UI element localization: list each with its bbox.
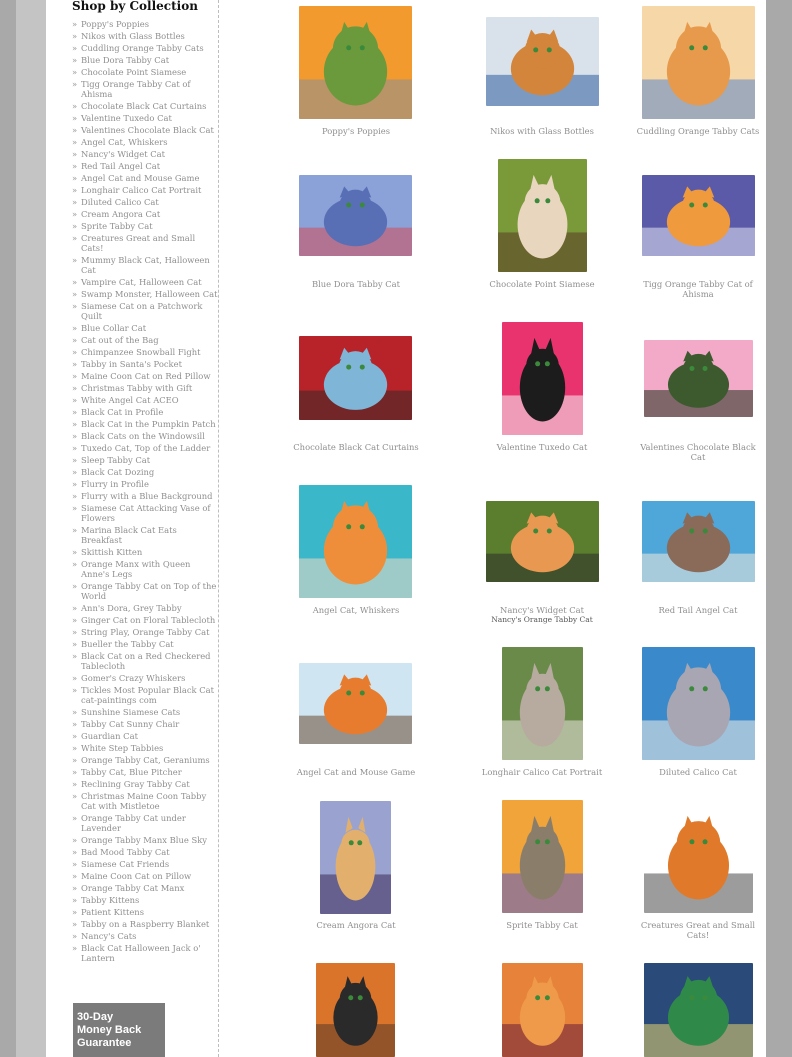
sidebar-item[interactable] — [72, 907, 218, 917]
sidebar-item-link[interactable]: Ann's Dora, Grey Tabby — [81, 603, 182, 613]
bullet-icon: » — [72, 197, 78, 207]
sidebar-item[interactable] — [72, 847, 218, 857]
bullet-icon: » — [72, 755, 78, 765]
sidebar-item-link[interactable]: Chocolate Black Cat Curtains — [81, 101, 207, 111]
sidebar-item[interactable] — [72, 395, 218, 405]
product-thumbnail[interactable] — [316, 963, 395, 1057]
bullet-icon: » — [72, 31, 78, 41]
sidebar-item-link[interactable]: White Angel Cat ACEO — [81, 395, 179, 405]
sidebar-item-link[interactable]: Poppy's Poppies — [81, 19, 150, 29]
bullet-icon: » — [72, 719, 78, 729]
sidebar-item[interactable] — [72, 255, 218, 275]
sidebar-item-link[interactable]: Tabby Cat Sunny Chair — [81, 719, 180, 729]
sidebar-item-link[interactable]: Mummy Black Cat, Halloween Cat — [81, 255, 210, 275]
sidebar-item-link[interactable]: Christmas Maine Coon Tabby Cat with Mistletoe — [81, 791, 207, 811]
sidebar-item[interactable] — [72, 323, 218, 333]
sidebar-item-link[interactable]: Blue Dora Tabby Cat — [81, 55, 170, 65]
bullet-icon: » — [72, 323, 78, 333]
bullet-icon: » — [72, 221, 78, 231]
sidebar-item-link[interactable]: Black Cat Dozing — [81, 467, 155, 477]
sidebar-item-link[interactable]: Angel Cat and Mouse Game — [81, 173, 200, 183]
guarantee-line: Money Back — [77, 1024, 142, 1036]
sidebar-item[interactable] — [72, 685, 218, 705]
bullet-icon: » — [72, 767, 78, 777]
sidebar-item-link[interactable]: Valentine Tuxedo Cat — [81, 113, 172, 123]
bullet-icon: » — [72, 395, 78, 405]
sidebar-item[interactable] — [72, 347, 218, 357]
bullet-icon: » — [72, 301, 78, 311]
sidebar-item[interactable] — [72, 277, 218, 287]
sidebar-item-link[interactable]: Tabby Cat, Blue Pitcher — [81, 767, 182, 777]
money-back-guarantee-badge — [73, 1003, 165, 1057]
sidebar-item[interactable] — [72, 651, 218, 671]
product-caption[interactable]: Longhair Calico Cat Portrait — [481, 767, 603, 777]
bullet-icon: » — [72, 673, 78, 683]
sidebar-item[interactable] — [72, 895, 218, 905]
bullet-icon: » — [72, 455, 78, 465]
sidebar-item[interactable] — [72, 503, 218, 523]
bullet-icon: » — [72, 149, 78, 159]
sidebar-item-link[interactable]: Tickles Most Popular Black Cat cat-paintings com — [81, 685, 215, 705]
sidebar-item[interactable] — [72, 919, 218, 929]
sidebar-item-link[interactable]: Black Cat Halloween Jack o' Lantern — [81, 943, 201, 963]
bullet-icon: » — [72, 883, 78, 893]
sidebar-item[interactable] — [72, 883, 218, 893]
bullet-icon: » — [72, 835, 78, 845]
sidebar-item[interactable] — [72, 209, 218, 219]
product-caption[interactable]: Nancy's Widget Cat — [499, 605, 584, 615]
bullet-icon: » — [72, 233, 78, 243]
sidebar-item[interactable] — [72, 31, 218, 41]
bullet-icon: » — [72, 813, 78, 823]
product-caption[interactable]: Blue Dora Tabby Cat — [311, 279, 401, 289]
product-caption[interactable]: Chocolate Point Siamese — [489, 279, 595, 289]
bullet-icon: » — [72, 627, 78, 637]
product-caption[interactable]: Cream Angora Cat — [316, 920, 396, 930]
sidebar-item-link[interactable]: Gomer's Crazy Whiskers — [81, 673, 186, 683]
sidebar-item-link[interactable]: Angel Cat, Whiskers — [81, 137, 168, 147]
sidebar-item[interactable] — [72, 731, 218, 741]
sidebar-item-link[interactable]: Nancy's Cats — [81, 931, 137, 941]
sidebar-item[interactable] — [72, 455, 218, 465]
sidebar-item[interactable] — [72, 791, 218, 811]
sidebar-item-link[interactable]: White Step Tabbies — [81, 743, 164, 753]
bullet-icon: » — [72, 43, 78, 53]
bullet-icon: » — [72, 161, 78, 171]
product-caption[interactable]: Chocolate Black Cat Curtains — [293, 442, 419, 452]
sidebar-item[interactable] — [72, 407, 218, 417]
product-thumbnail[interactable] — [299, 6, 412, 119]
sidebar-item-link[interactable]: Siamese Cat Attacking Vase of Flowers — [81, 503, 211, 523]
sidebar-item-link[interactable]: Creatures Great and Small Cats! — [81, 233, 196, 253]
sidebar-item-link[interactable]: Black Cats on the Windowsill — [81, 431, 205, 441]
sidebar-item[interactable] — [72, 173, 218, 183]
sidebar-item[interactable] — [72, 491, 218, 501]
bullet-icon: » — [72, 371, 78, 381]
bullet-icon: » — [72, 335, 78, 345]
product-caption[interactable]: Angel Cat, Whiskers — [312, 605, 400, 615]
bullet-icon: » — [72, 173, 78, 183]
sidebar-item-link[interactable]: Bueller the Tabby Cat — [81, 639, 174, 649]
product-caption[interactable]: Poppy's Poppies — [321, 126, 391, 136]
product-thumbnail[interactable] — [642, 6, 755, 119]
bullet-icon: » — [72, 791, 78, 801]
bullet-icon: » — [72, 491, 78, 501]
sidebar-item[interactable] — [72, 719, 218, 729]
sidebar-item[interactable] — [72, 767, 218, 777]
bullet-icon: » — [72, 859, 78, 869]
sidebar-item[interactable] — [72, 19, 218, 29]
product-caption[interactable]: Red Tail Angel Cat — [658, 605, 738, 615]
sidebar-item-link[interactable]: Vampire Cat, Halloween Cat — [81, 277, 202, 287]
sidebar-item[interactable] — [72, 197, 218, 207]
bullet-icon: » — [72, 209, 78, 219]
sidebar-item[interactable] — [72, 479, 218, 489]
product-thumbnail[interactable] — [502, 647, 583, 760]
sidebar-item[interactable] — [72, 603, 218, 613]
sidebar-item-link[interactable]: Chimpanzee Snowball Fight — [81, 347, 201, 357]
guarantee-line: 30-Day — [77, 1011, 114, 1023]
bullet-icon: » — [72, 615, 78, 625]
page-content — [46, 0, 766, 1057]
sidebar-item-link[interactable]: Nancy's Widget Cat — [81, 149, 166, 159]
sidebar-item-link[interactable]: Black Cat in the Pumpkin Patch — [81, 419, 216, 429]
sidebar-item[interactable] — [72, 431, 218, 441]
product-thumbnail[interactable] — [299, 663, 412, 744]
product-thumbnail[interactable] — [644, 800, 753, 913]
sidebar-item-link[interactable]: Marina Black Cat Eats Breakfast — [81, 525, 177, 545]
sidebar-item-link[interactable]: Flurry with a Blue Background — [81, 491, 213, 501]
product-caption[interactable]: Tigg Orange Tabby Cat of Ahisma — [643, 279, 753, 299]
bullet-icon: » — [72, 895, 78, 905]
product-thumbnail[interactable] — [299, 336, 412, 420]
bullet-icon: » — [72, 559, 78, 569]
sidebar-item-link[interactable]: Tabby on a Raspberry Blanket — [81, 919, 210, 929]
product-thumbnail[interactable] — [502, 963, 583, 1057]
sidebar-item[interactable] — [72, 301, 218, 321]
sidebar-item-link[interactable]: Orange Tabby Cat on Top of the World — [81, 581, 217, 601]
sidebar-item[interactable] — [72, 835, 218, 845]
product-thumbnail[interactable] — [486, 501, 599, 582]
sidebar-item-link[interactable]: Sleep Tabby Cat — [81, 455, 151, 465]
bullet-icon: » — [72, 101, 78, 111]
bullet-icon: » — [72, 919, 78, 929]
product-thumbnail[interactable] — [502, 800, 583, 913]
bullet-icon: » — [72, 359, 78, 369]
sidebar-item[interactable] — [72, 233, 218, 253]
sidebar-item-link[interactable]: Sprite Tabby Cat — [81, 221, 153, 231]
bullet-icon: » — [72, 289, 78, 299]
sidebar-item-link[interactable]: Red Tail Angel Cat — [81, 161, 161, 171]
sidebar-item[interactable] — [72, 67, 218, 77]
sidebar-item[interactable] — [72, 335, 218, 345]
bullet-icon: » — [72, 731, 78, 741]
sidebar-item-link[interactable]: Orange Manx with Queen Anne's Legs — [81, 559, 191, 579]
sidebar-item-link[interactable]: Diluted Calico Cat — [81, 197, 159, 207]
bullet-icon: » — [72, 347, 78, 357]
product-caption[interactable]: Sprite Tabby Cat — [506, 920, 578, 930]
bullet-icon: » — [72, 67, 78, 77]
sidebar-item[interactable] — [72, 707, 218, 717]
sidebar-item-link[interactable]: Maine Coon Cat on Red Pillow — [81, 371, 211, 381]
sidebar-item-link[interactable]: Cuddling Orange Tabby Cats — [81, 43, 204, 53]
sidebar-item[interactable] — [72, 779, 218, 789]
sidebar — [46, 0, 218, 1057]
sidebar-divider — [218, 0, 219, 1057]
bullet-icon: » — [72, 907, 78, 917]
sidebar-item[interactable] — [72, 673, 218, 683]
sidebar-item-link[interactable]: Longhair Calico Cat Portrait — [81, 185, 202, 195]
sidebar-item-link[interactable]: Tigg Orange Tabby Cat of Ahisma — [81, 79, 191, 99]
product-caption[interactable]: Cuddling Orange Tabby Cats — [636, 126, 760, 136]
sidebar-item-link[interactable]: Tabby in Santa's Pocket — [81, 359, 182, 369]
product-thumbnail[interactable] — [642, 175, 755, 256]
bullet-icon: » — [72, 383, 78, 393]
bullet-icon: » — [72, 113, 78, 123]
sidebar-title: Shop by Collection — [72, 0, 198, 13]
bullet-icon: » — [72, 19, 78, 29]
sidebar-item-link[interactable]: Skittish Kitten — [81, 547, 143, 557]
sidebar-item-link[interactable]: Cream Angora Cat — [81, 209, 161, 219]
sidebar-item[interactable] — [72, 55, 218, 65]
bullet-icon: » — [72, 581, 78, 591]
sidebar-item[interactable] — [72, 743, 218, 753]
sidebar-item-link[interactable]: Cat out of the Bag — [81, 335, 159, 345]
product-caption[interactable]: Valentine Tuxedo Cat — [496, 442, 588, 452]
bullet-icon: » — [72, 931, 78, 941]
sidebar-item-link[interactable]: Orange Tabby Cat under Lavender — [81, 813, 186, 833]
sidebar-item-link[interactable]: Nikos with Glass Bottles — [81, 31, 185, 41]
bullet-icon: » — [72, 431, 78, 441]
sidebar-item[interactable] — [72, 221, 218, 231]
product-thumbnail[interactable] — [644, 340, 753, 417]
sidebar-item[interactable] — [72, 419, 218, 429]
sidebar-item[interactable] — [72, 113, 218, 123]
sidebar-item-link[interactable]: Orange Tabby Cat, Geraniums — [81, 755, 210, 765]
sidebar-item[interactable] — [72, 101, 218, 111]
product-thumbnail[interactable] — [502, 322, 583, 435]
sidebar-item-link[interactable]: Patient Kittens — [81, 907, 144, 917]
product-grid — [246, 0, 766, 1057]
bullet-icon: » — [72, 185, 78, 195]
sidebar-item[interactable] — [72, 137, 218, 147]
product-thumbnail[interactable] — [644, 963, 753, 1057]
sidebar-item[interactable] — [72, 627, 218, 637]
sidebar-item-link[interactable]: Blue Collar Cat — [81, 323, 147, 333]
bullet-icon: » — [72, 779, 78, 789]
bullet-icon: » — [72, 137, 78, 147]
bullet-icon: » — [72, 443, 78, 453]
product-thumbnail[interactable] — [642, 647, 755, 760]
sidebar-item[interactable] — [72, 547, 218, 557]
product-caption[interactable]: Valentines Chocolate Black Cat — [640, 442, 756, 462]
sidebar-item-link[interactable]: Reclining Gray Tabby Cat — [81, 779, 190, 789]
sidebar-item[interactable] — [72, 581, 218, 601]
bullet-icon: » — [72, 467, 78, 477]
bullet-icon: » — [72, 125, 78, 135]
product-caption[interactable]: Diluted Calico Cat — [659, 767, 737, 777]
bullet-icon: » — [72, 479, 78, 489]
sidebar-item-link[interactable]: String Play, Orange Tabby Cat — [81, 627, 210, 637]
bullet-icon: » — [72, 503, 78, 513]
sidebar-item[interactable] — [72, 359, 218, 369]
product-thumbnail[interactable] — [486, 17, 599, 106]
bullet-icon: » — [72, 603, 78, 613]
product-thumbnail[interactable] — [299, 485, 412, 598]
product-thumbnail[interactable] — [642, 501, 755, 582]
sidebar-item-link[interactable]: Sunshine Siamese Cats — [81, 707, 181, 717]
sidebar-item-link[interactable]: Tabby Kittens — [81, 895, 140, 905]
bullet-icon: » — [72, 407, 78, 417]
sidebar-item-link[interactable]: Siamese Cat Friends — [81, 859, 170, 869]
bullet-icon: » — [72, 547, 78, 557]
bullet-icon: » — [72, 419, 78, 429]
sidebar-item[interactable] — [72, 149, 218, 159]
sidebar-item[interactable] — [72, 871, 218, 881]
guarantee-line: Guarantee — [77, 1037, 132, 1049]
bullet-icon: » — [72, 707, 78, 717]
bullet-icon: » — [72, 79, 78, 89]
product-thumbnail[interactable] — [320, 801, 391, 914]
sidebar-item[interactable] — [72, 639, 218, 649]
sidebar-item-link[interactable]: Chocolate Point Siamese — [81, 67, 187, 77]
sidebar-item[interactable] — [72, 289, 218, 299]
sidebar-item-link[interactable]: Ginger Cat on Floral Tablecloth — [81, 615, 216, 625]
sidebar-item[interactable] — [72, 79, 218, 99]
sidebar-item-link[interactable]: Bad Mood Tabby Cat — [81, 847, 170, 857]
bullet-icon: » — [72, 871, 78, 881]
page-frame — [16, 0, 764, 1057]
sidebar-item-link[interactable]: Tuxedo Cat, Top of the Ladder — [81, 443, 211, 453]
bullet-icon: » — [72, 255, 78, 265]
sidebar-item-link[interactable]: Maine Coon Cat on Pillow — [81, 871, 192, 881]
sidebar-item[interactable] — [72, 525, 218, 545]
bullet-icon: » — [72, 639, 78, 649]
product-thumbnail[interactable] — [299, 175, 412, 256]
bullet-icon: » — [72, 743, 78, 753]
bullet-icon: » — [72, 525, 78, 535]
product-subcaption: Nancy's Orange Tabby Cat — [491, 615, 593, 624]
sidebar-item-link[interactable]: Siamese Cat on a Patchwork Quilt — [81, 301, 203, 321]
sidebar-item-link[interactable]: Orange Tabby Cat Manx — [81, 883, 185, 893]
sidebar-item[interactable] — [72, 371, 218, 381]
collection-list — [72, 19, 218, 965]
sidebar-item[interactable] — [72, 185, 218, 195]
sidebar-item-link[interactable]: Christmas Tabby with Gift — [81, 383, 193, 393]
sidebar-item-link[interactable]: Black Cat in Profile — [81, 407, 164, 417]
sidebar-item-link[interactable]: Valentines Chocolate Black Cat — [81, 125, 214, 135]
product-caption[interactable]: Creatures Great and Small Cats! — [640, 920, 756, 940]
sidebar-item[interactable] — [72, 859, 218, 869]
sidebar-item[interactable] — [72, 813, 218, 833]
sidebar-item[interactable] — [72, 615, 218, 625]
bullet-icon: » — [72, 685, 78, 695]
bullet-icon: » — [72, 277, 78, 287]
bullet-icon: » — [72, 55, 78, 65]
sidebar-item[interactable] — [72, 125, 218, 135]
sidebar-item[interactable] — [72, 443, 218, 453]
sidebar-item[interactable] — [72, 943, 218, 963]
sidebar-item[interactable] — [72, 161, 218, 171]
sidebar-item-link[interactable]: Black Cat on a Red Checkered Tablecloth — [81, 651, 211, 671]
bullet-icon: » — [72, 847, 78, 857]
sidebar-item[interactable] — [72, 559, 218, 579]
sidebar-item[interactable] — [72, 755, 218, 765]
product-caption[interactable]: Nikos with Glass Bottles — [490, 126, 594, 136]
bullet-icon: » — [72, 943, 78, 953]
sidebar-item-link[interactable]: Orange Tabby Manx Blue Sky — [81, 835, 208, 845]
bullet-icon: » — [72, 651, 78, 661]
sidebar-item[interactable] — [72, 383, 218, 393]
product-thumbnail[interactable] — [498, 159, 587, 272]
sidebar-item-link[interactable]: Guardian Cat — [81, 731, 138, 741]
sidebar-item[interactable] — [72, 43, 218, 53]
sidebar-item[interactable] — [72, 467, 218, 477]
sidebar-item-link[interactable]: Swamp Monster, Halloween Cat — [81, 289, 218, 299]
sidebar-item[interactable] — [72, 931, 218, 941]
product-caption[interactable]: Angel Cat and Mouse Game — [296, 767, 416, 777]
sidebar-item-link[interactable]: Flurry in Profile — [81, 479, 149, 489]
